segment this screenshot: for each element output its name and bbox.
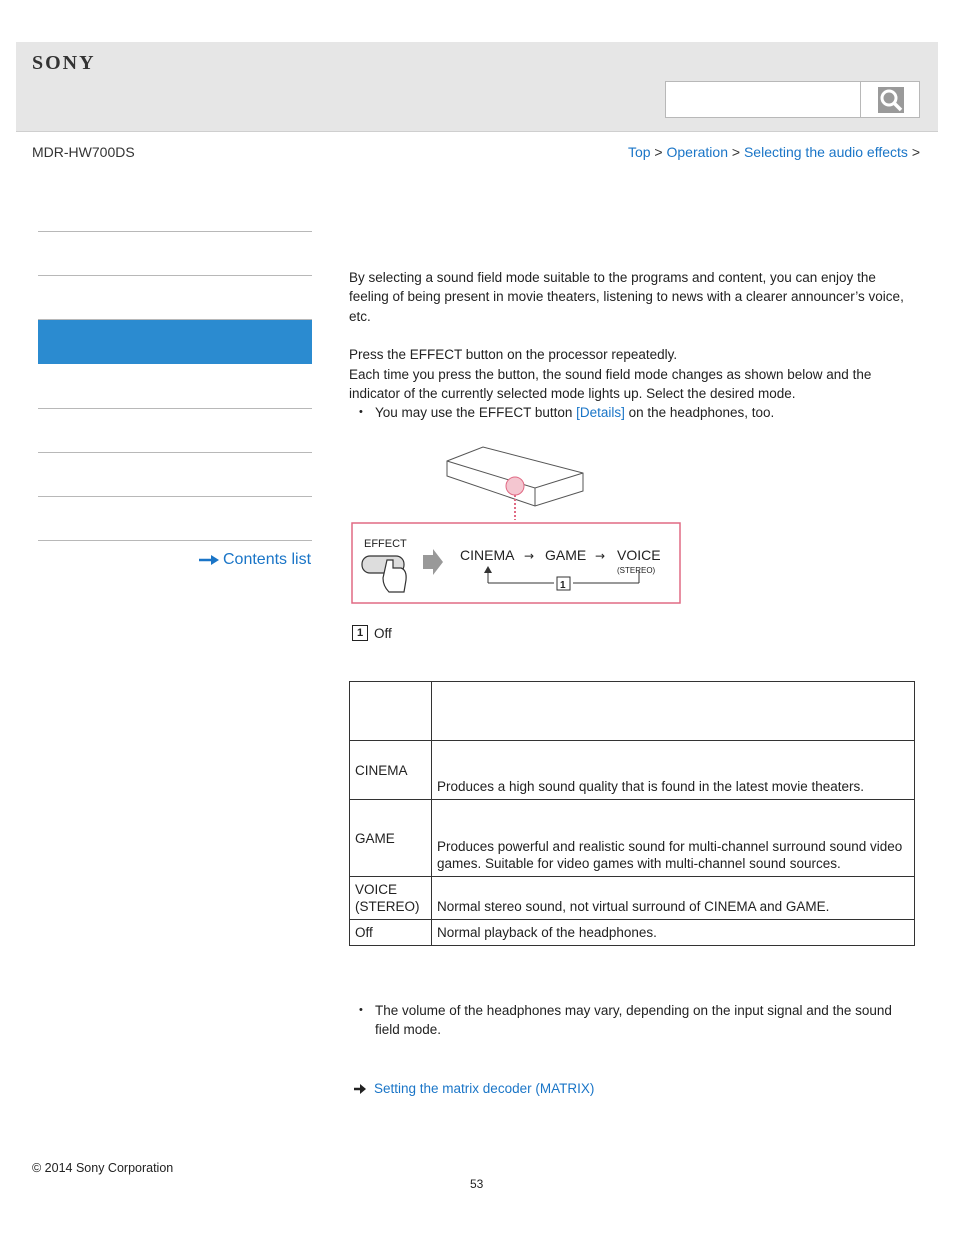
table-header-row: [350, 682, 915, 741]
search-input[interactable]: [665, 81, 861, 118]
breadcrumb: [628, 144, 920, 160]
note-text: • The volume of the headphones may vary, depending on the input signal and the sound field mode.: [349, 1001, 915, 1040]
off-step-number: 1: [560, 580, 566, 591]
table-cell: CINEMA: [350, 741, 432, 800]
step-line-1: Press the EFFECT button on the processor repeatedly.: [349, 347, 678, 363]
table-row: [350, 877, 915, 920]
arrow-right-icon: [199, 555, 219, 565]
table-cell: [432, 682, 915, 741]
related-topic-link[interactable]: Setting the matrix decoder (MATRIX): [374, 1081, 595, 1096]
off-label: Off: [374, 625, 392, 641]
table-cell: GAME: [350, 800, 432, 877]
table-cell: Normal playback of the headphones.: [432, 920, 915, 946]
page-number: 53: [470, 1177, 484, 1191]
copyright: © 2014 Sony Corporation: [32, 1161, 174, 1175]
details-link[interactable]: [Details]: [576, 405, 625, 421]
bullet-text-end: on the headphones, too.: [624, 405, 775, 421]
step-bullet: [349, 403, 915, 422]
breadcrumb-top[interactable]: Top: [627, 144, 651, 160]
sidebar-divider: [38, 452, 312, 453]
table-row: [350, 920, 915, 946]
breadcrumb-separator: >: [654, 144, 663, 160]
mode-game: GAME: [545, 547, 587, 563]
breadcrumb-current[interactable]: Selecting the audio effects: [743, 144, 908, 160]
mode-arrow: →: [524, 549, 535, 563]
contents-list-link[interactable]: [199, 551, 311, 569]
mode-arrow: →: [595, 549, 606, 563]
sidebar-divider: [38, 540, 312, 541]
table-row: [350, 800, 915, 877]
table-cell: Normal stereo sound, not virtual surround of CINEMA and GAME.: [432, 877, 915, 920]
sony-logo[interactable]: SONY: [32, 52, 96, 74]
effect-label: EFFECT: [364, 538, 407, 550]
intro-text: By selecting a sound field mode suitable to the programs and content, you can enjoy the feeling of being present in movie theaters, listening to news with a clearer announcer’s voice, etc.: [349, 270, 904, 324]
sidebar-divider: [38, 231, 312, 232]
search-button[interactable]: [861, 81, 920, 118]
table-cell: Produces a high sound quality that is found in the latest movie theaters.: [432, 741, 915, 800]
step-line-2: Each time you press the button, the sound field mode changes as shown below and the indicator of the currently selected mode lights up. Select the desired mode.: [349, 366, 872, 402]
site-header: [16, 42, 938, 132]
note: [349, 1001, 915, 1040]
table-row: [350, 741, 915, 800]
contents-list-label: Contents list: [223, 551, 312, 568]
sidebar-nav: [38, 231, 312, 584]
table-cell: [350, 682, 432, 741]
sound-mode-table: [349, 681, 915, 946]
search-icon: [878, 87, 904, 113]
model-name: MDR-HW700DS: [32, 144, 135, 160]
sidebar-item-active[interactable]: [38, 320, 312, 364]
step-number-icon: 1: [352, 625, 368, 641]
arrow-right-icon: [354, 1084, 366, 1094]
sidebar-divider: [38, 496, 312, 497]
mode-voice: VOICE: [617, 547, 661, 563]
breadcrumb-operation[interactable]: Operation: [666, 144, 728, 160]
sidebar-divider: [38, 275, 312, 276]
processor-illustration: [447, 447, 583, 520]
mode-cinema: CINEMA: [460, 547, 515, 563]
effect-illustration: [349, 440, 685, 608]
breadcrumb-separator: >: [731, 144, 741, 160]
off-legend: [352, 625, 392, 641]
table-cell: VOICE (STEREO): [350, 877, 432, 920]
related-topic: [354, 1081, 594, 1096]
breadcrumb-separator: >: [911, 144, 920, 160]
mode-stereo: (STEREO): [617, 566, 656, 575]
main-content: [349, 268, 915, 423]
table-cell: Off: [350, 920, 432, 946]
sidebar-divider: [38, 408, 312, 409]
table-cell: Produces powerful and realistic sound for multi-channel surround sound video games. Suitable for video games with multi-channel sound sources.: [432, 800, 915, 877]
bullet-text: You may use the EFFECT button: [375, 405, 577, 421]
